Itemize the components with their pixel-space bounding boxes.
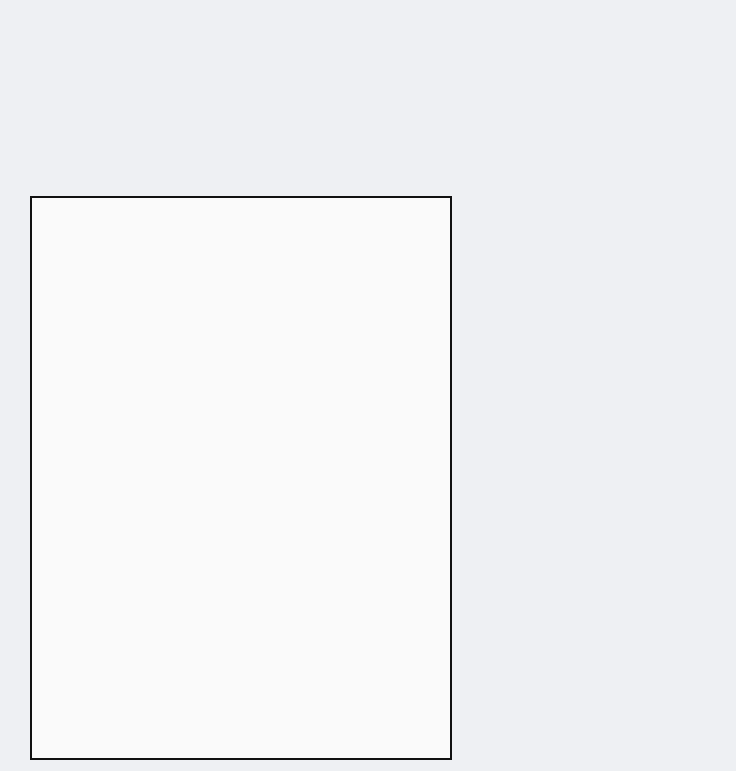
legend-table [30, 196, 452, 760]
knitting-chart [0, 0, 736, 150]
